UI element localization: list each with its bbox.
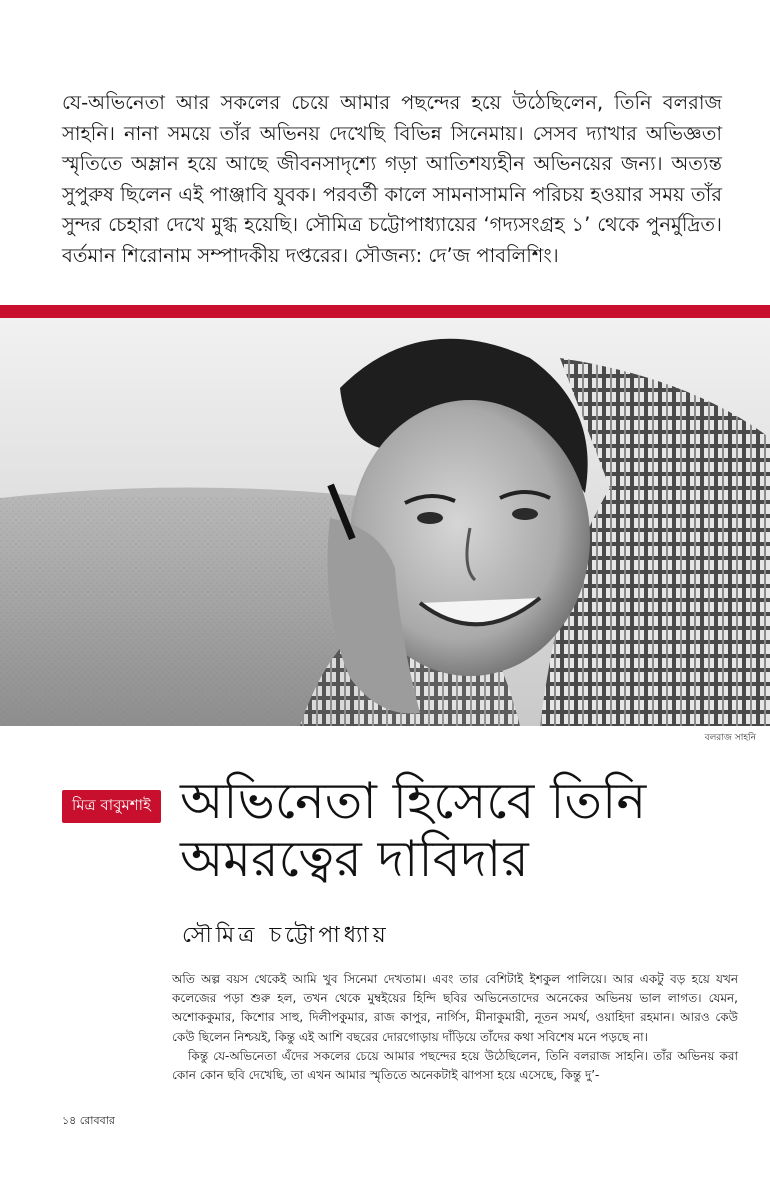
photo-caption: বলরাজ সাহনি: [704, 733, 756, 743]
headline-line-2: অমরত্বের দাবিদার: [180, 830, 529, 888]
intro-paragraph: যে-অভিনেতা আর সকলের চেয়ে আমার পছন্দের হয়ে উঠেছিলেন, তিনি বলরাজ সাহনি। নানা সময়ে তাঁর অভিনয় দেখেছি বিভিন্ন সিনেমায়। সেসব দ্যাখার অভিজ্ঞতা স্মৃতিতে অম্লান হয়ে আছে জীবনসাদৃশ্যে গড়া আতিশয্যহীন অভিনয়ের জন্য। অত্যন্ত সুপুরুষ ছিলেন এই পাঞ্জাবি যুবক। পরবর্তী কালে সামনাসামনি পরিচয় হওয়ার সময় তাঁর সুন্দর চেহারা দেখে মুগ্ধ হয়েছি। সৌমিত্র চট্টোপাধ্যায়ের ‘গদ্যসংগ্রহ ১’ থেকে পুনর্মুদ্রিত। বর্তমান শিরোনাম সম্পাদকীয় দপ্তরের। সৌজন্য: দে’জ পাবলিশিং।: [62, 91, 722, 267]
red-divider: [0, 305, 770, 318]
body-paragraph-2: কিন্তু যে-অভিনেতা এঁদের সকলের চেয়ে আমার পছন্দের হয়ে উঠেছিলেন, তিনি বলরাজ সাহনি। তাঁর অভিনয় করা কোন কোন ছবি দেখেছি, তা এখন আমার স্মৃতিতে অনেকটাই ঝাপসা হয়ে এসেছে, কিন্তু দু’-: [172, 1048, 738, 1083]
headline: [180, 772, 740, 888]
portrait-photo: [0, 318, 770, 726]
byline: সৌমিত্র চট্টোপাধ্যায়: [182, 923, 390, 948]
headline-line-1: অভিনেতা হিসেবে তিনি: [180, 772, 647, 830]
body-paragraph-1: অতি অল্প বয়স থেকেই আমি খুব সিনেমা দেখতাম। এবং তার বেশিটাই ইশকুল পালিয়ে। আর একটু বড় হয়ে যখন কলেজের পড়া শুরু হল, তখন থেকে মুম্বইয়ের হিন্দি ছবির অভিনেতাদের অনেকের অভিনয় ভাল লাগত। যেমন, অশোককুমার, কিশোর সাহু, দিলীপকুমার, রাজ কাপুর, নার্গিস, মীনাকুমারী, নূতন সমর্থ, ওয়াহিদা রহমান। আরও কেউ কেউ ছিলেন নিশ্চয়ই, কিন্তু এই আশি বছরের দোরগোড়ায় দাঁড়িয়ে তাঁদের কথা সবিশেষ মনে পড়ছে না।: [172, 972, 738, 1044]
column-badge: মিত্র বাবুমশাই: [62, 790, 161, 823]
page-folio: ১৪ রোববার: [62, 1114, 115, 1127]
article-body: [172, 970, 738, 1085]
